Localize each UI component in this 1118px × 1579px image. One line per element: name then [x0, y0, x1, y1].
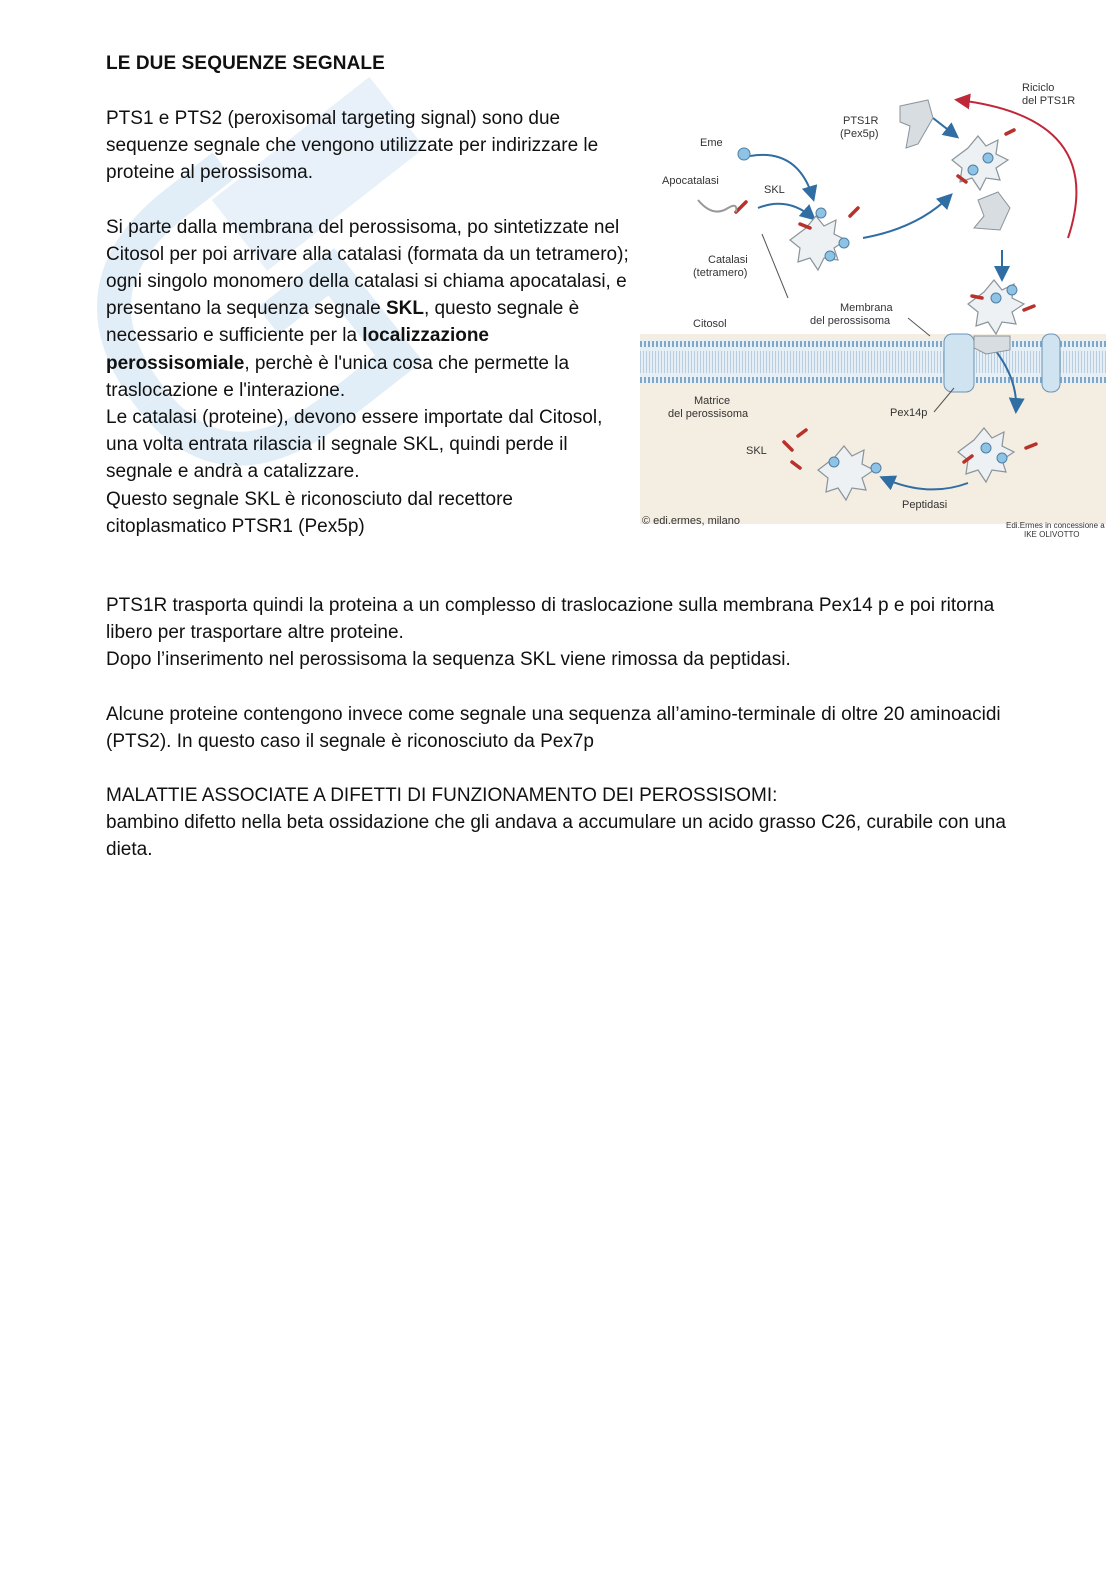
skl-bar	[1024, 306, 1034, 310]
pts1r-receptor	[900, 100, 933, 148]
heme	[983, 153, 993, 163]
heme	[839, 238, 849, 248]
figure-credit: © edi.ermes, milano	[642, 515, 740, 527]
text-span: , questo segnale è necessario e sufficiente per la	[106, 298, 580, 347]
skl-paragraph	[106, 214, 636, 404]
skl-arrow	[758, 204, 813, 218]
pex14p-channel	[944, 334, 974, 392]
label-riciclo: Riciclo	[1022, 82, 1055, 94]
label-tetramero: (tetramero)	[693, 267, 748, 279]
apocatalase-chain	[698, 200, 736, 212]
pts1r-paragraph: PTS1R trasporta quindi la proteina a un complesso di traslocazione sulla membrana Pex14 p e poi ritorna libero per trasportare altre proteine.	[106, 595, 995, 644]
label-matrice-perossisoma: del perossisoma	[668, 408, 749, 420]
full-width-text	[106, 592, 1026, 864]
page-heading: LE DUE SEQUENZE SEGNALE	[106, 53, 385, 74]
heme	[825, 251, 835, 261]
label-pex14p: Pex14p	[890, 407, 928, 419]
heme	[991, 293, 1001, 303]
heme	[829, 457, 839, 467]
label-skl-released: SKL	[746, 445, 767, 457]
figure-credit-2: Edi.Ermes in concessione a	[1006, 521, 1105, 530]
label-apocatalasi: Apocatalasi	[662, 175, 719, 187]
bind-arrow	[863, 196, 950, 238]
skl-bar	[850, 208, 858, 216]
heme	[968, 165, 978, 175]
label-citosol: Citosol	[693, 318, 727, 330]
membrana-pointer	[908, 318, 930, 336]
catalasi-paragraph: Le catalasi (proteine), devono essere importate dal Citosol, una volta entrata rilascia il segnale SKL, quindi perde il segnale e andrà a catalizzare.	[106, 407, 603, 483]
label-peptidasi: Peptidasi	[902, 499, 948, 511]
bold-localization: localizzazione perossisomiale	[106, 325, 489, 374]
diseases-paragraph: bambino difetto nella beta ossidazione che gli andava a accumulare un acido grasso C26, curabile con una dieta.	[106, 812, 1006, 861]
diseases-heading: MALATTIE ASSOCIATE A DIFETTI DI FUNZIONAMENTO DEI PEROSSISOMI:	[106, 785, 778, 807]
intro-paragraph: PTS1 e PTS2 (peroxisomal targeting signal) sono due sequenze segnale che vengono utilizzate per indirizzare le proteine al perossisoma.	[106, 108, 599, 184]
left-column	[106, 105, 636, 540]
peptidase-paragraph: Dopo l’inserimento nel perossisoma la sequenza SKL viene rimossa da peptidasi.	[106, 649, 791, 671]
label-eme: Eme	[700, 137, 723, 149]
catalase-bound	[952, 136, 1008, 190]
label-matrice: Matrice	[694, 395, 731, 407]
label-catalasi: Catalasi	[708, 254, 748, 266]
label-del-perossisoma: del perossisoma	[810, 315, 891, 327]
heme	[997, 453, 1007, 463]
heme	[871, 463, 881, 473]
peroxisome-import-figure	[638, 78, 1106, 544]
label-pex5p: (Pex5p)	[840, 128, 879, 140]
heme	[981, 443, 991, 453]
label-pts1r: PTS1R	[843, 115, 879, 127]
receptor-bound	[974, 192, 1010, 230]
membrane	[640, 340, 1106, 384]
skl-bar	[736, 202, 746, 212]
label-del-pts1r: del PTS1R	[1022, 95, 1076, 107]
heme	[816, 208, 826, 218]
receptor-arrow	[933, 118, 956, 136]
bold-skl: SKL	[385, 298, 424, 320]
heme-free	[738, 148, 750, 160]
label-skl: SKL	[764, 184, 785, 196]
heme	[1007, 285, 1017, 295]
skl-bar	[972, 296, 982, 298]
receptor-paragraph: Questo segnale SKL è riconosciuto dal recettore citoplasmatico PTSR1 (Pex5p)	[106, 488, 513, 537]
pts2-paragraph: Alcune proteine contengono invece come segnale una sequenza all’amino-terminale di oltre 20 aminoacidi (PTS2). In questo caso il segnale è riconosciuto da Pex7p	[106, 703, 1001, 752]
pex14p-channel-2	[1042, 334, 1060, 392]
catalasi-bracket	[762, 234, 788, 298]
text-span: , perchè è l'unica cosa che permette la traslocazione e l'interazione.	[106, 352, 570, 401]
figure-credit-3: IKE OLIVOTTO	[1024, 530, 1080, 539]
figure-svg	[638, 78, 1106, 544]
label-membrana: Membrana	[840, 302, 893, 314]
text-span: Si parte dalla membrana del perossisoma, po sintetizzate nel Citosol per poi arrivare alla catalasi (formata da un tetramero); ogni singolo monomero della catalasi si chiama apocatalasi, e presentano la sequenza segnale	[106, 216, 629, 320]
skl-bar	[1006, 130, 1014, 134]
